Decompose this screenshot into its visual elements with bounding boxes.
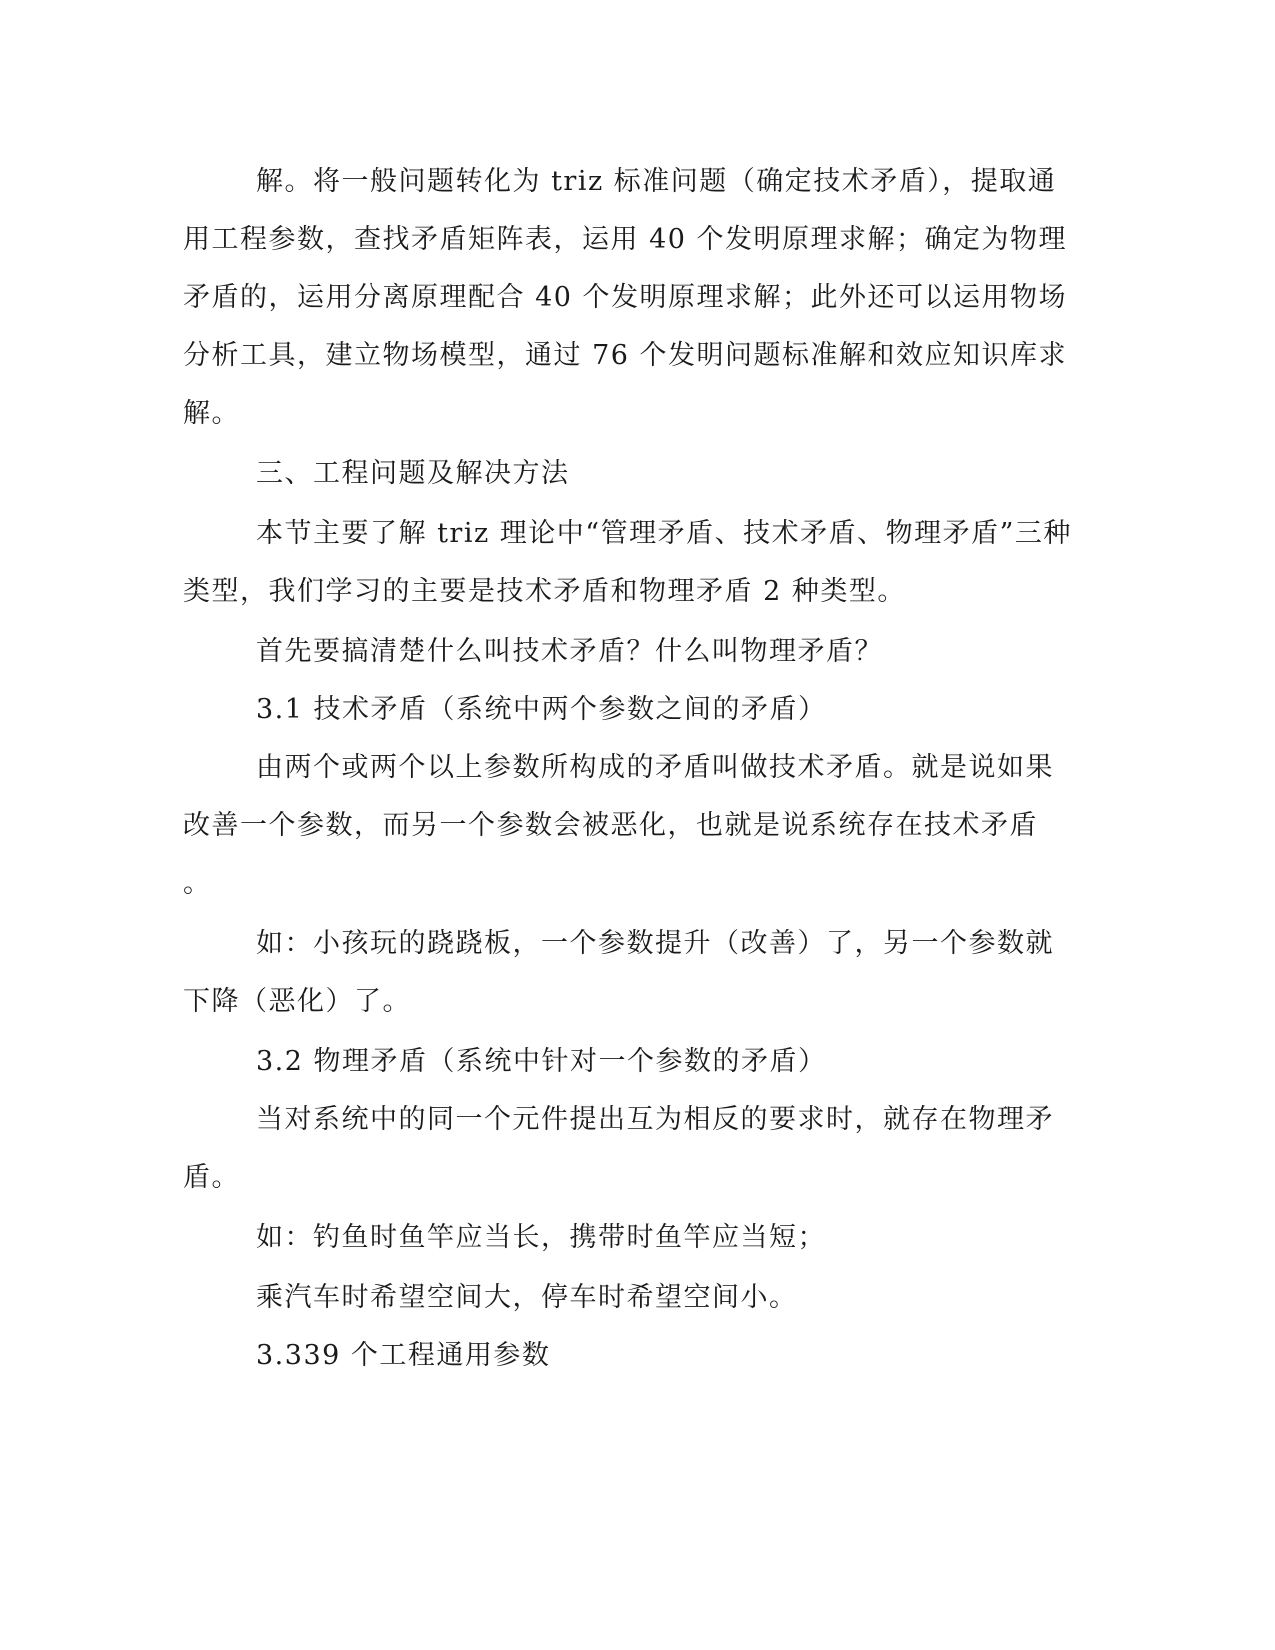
text-line: 首先要搞清楚什么叫技术矛盾？什么叫物理矛盾？: [256, 636, 883, 667]
text-line: 盾。: [183, 1162, 240, 1193]
subsection-heading: 3.2 物理矛盾（系统中针对一个参数的矛盾）: [256, 1046, 827, 1077]
text-line: 分析工具，建立物场模型，通过 76 个发明问题标准解和效应知识库求: [183, 340, 1068, 371]
text-line: 改善一个参数，而另一个参数会被恶化，也就是说系统存在技术矛盾: [183, 810, 1038, 841]
text-line: 乘汽车时希望空间大，停车时希望空间小。: [256, 1282, 798, 1313]
text-line: 由两个或两个以上参数所构成的矛盾叫做技术矛盾。就是说如果: [256, 752, 1054, 783]
subsection-heading: 3.339 个工程通用参数: [256, 1340, 551, 1371]
text-line: 解。将一般问题转化为 triz 标准问题（确定技术矛盾），提取通: [256, 166, 1057, 197]
text-line: 下降（恶化）了。: [183, 986, 411, 1017]
text-line: 如：钓鱼时鱼竿应当长，携带时鱼竿应当短；: [256, 1222, 826, 1253]
text-line: 用工程参数，查找矛盾矩阵表，运用 40 个发明原理求解；确定为物理: [183, 224, 1068, 255]
text-line: 。: [183, 868, 212, 899]
section-heading: 三、工程问题及解决方法: [256, 458, 570, 489]
text-line: 当对系统中的同一个元件提出互为相反的要求时，就存在物理矛: [256, 1104, 1054, 1135]
subsection-heading: 3.1 技术矛盾（系统中两个参数之间的矛盾）: [256, 694, 827, 725]
text-line: 解。: [183, 398, 240, 429]
text-line: 矛盾的，运用分离原理配合 40 个发明原理求解；此外还可以运用物场: [183, 282, 1068, 313]
text-line: 类型，我们学习的主要是技术矛盾和物理矛盾 2 种类型。: [183, 576, 906, 607]
text-line: 本节主要了解 triz 理论中“管理矛盾、技术矛盾、物理矛盾”三种: [256, 518, 1072, 549]
text-line: 如：小孩玩的跷跷板，一个参数提升（改善）了，另一个参数就: [256, 928, 1054, 959]
